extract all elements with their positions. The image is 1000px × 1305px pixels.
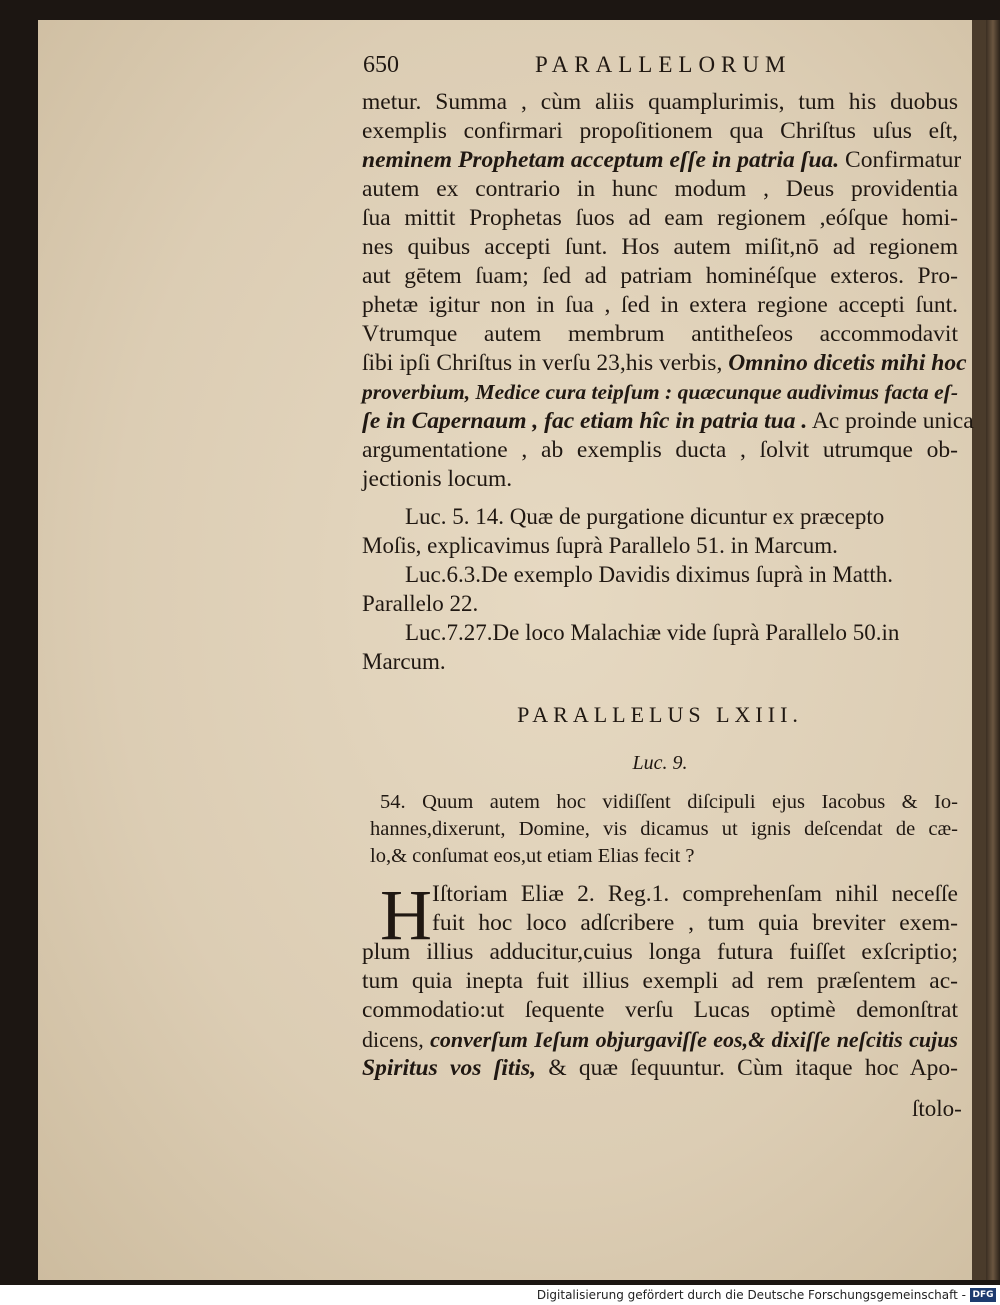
- drop-cap: H: [380, 875, 432, 955]
- commentary-line: plum illius adducitur,cuius longa futura fuiſſet exſcriptio;: [362, 939, 958, 965]
- body-line: nes quibus accepti ſunt. Hos autem miſit,nō ad regionem: [362, 234, 958, 260]
- commentary-line: fuit hoc loco adſcribere , tum quia breviter exem-: [432, 910, 958, 936]
- body-line: argumentatione , ab exemplis ducta , ſolvit utrumque ob-: [362, 437, 958, 463]
- section-reference: Luc. 9.: [632, 752, 688, 774]
- commentary-line: commodatio:ut ſequente verſu Lucas optimè demonſtrat: [362, 997, 958, 1023]
- body-text: ſibi ipſi Chriſtus in verſu 23,his verbis,: [362, 350, 723, 376]
- body-line: phetæ igitur non in ſua , ſed in extera regione accepti ſunt.: [362, 292, 958, 318]
- catchword: ſtolo-: [912, 1096, 962, 1121]
- book-spine: [986, 20, 1000, 1280]
- body-line: ſua mittit Prophetas ſuos ad eam regionem ,eóſque homi-: [362, 205, 958, 231]
- commentary-line: [362, 1025, 958, 1054]
- verse-line: 54. Quum autem hoc vidiſſent diſcipuli ejus Iacobus & Io-: [380, 791, 958, 813]
- commentary-italic: converſum Ieſum objurgaviſſe eos,& dixiſſe neſcitis cujus: [430, 1027, 958, 1052]
- body-line: [362, 146, 962, 175]
- reference-line: Parallelo 22.: [362, 591, 479, 616]
- commentary-line: Iſtoriam Eliæ 2. Reg.1. comprehenſam nihil neceſſe: [432, 881, 958, 907]
- commentary-line: [362, 1054, 958, 1083]
- commentary-text: & quæ ſequuntur. Cùm itaque hoc Apo-: [548, 1055, 959, 1081]
- digitization-footer: [0, 1285, 1000, 1305]
- reference-line: Marcum.: [362, 649, 446, 674]
- page-number: 650: [363, 52, 399, 78]
- body-text: Ac proinde unica: [811, 408, 974, 434]
- footer-credit: Digitalisierung gefördert durch die Deutsche Forschungsgemeinschaft -: [536, 1288, 966, 1302]
- body-line: Vtrumque autem membrum antitheſeos accommodavit: [362, 321, 958, 347]
- body-line: jectionis locum.: [362, 466, 513, 492]
- body-line: [362, 349, 967, 378]
- body-text: Confirmatur: [845, 147, 962, 173]
- reference-line: Luc.6.3.De exemplo Davidis diximus ſuprà in Matth.: [405, 562, 894, 587]
- commentary-text: dicens,: [362, 1027, 424, 1052]
- body-line: exemplis confirmari propoſitionem qua Chriſtus uſus eſt,: [362, 118, 958, 144]
- reference-line: Luc. 5. 14. Quæ de purgatione dicuntur ex præcepto: [405, 504, 885, 529]
- reference-line: Luc.7.27.De loco Malachiæ vide ſuprà Parallelo 50.in: [405, 620, 900, 645]
- body-line: aut gētem ſuam; ſed ad patriam hominéſque exteros. Pro-: [362, 263, 958, 289]
- page-header: [363, 48, 803, 84]
- body-line: [362, 407, 974, 436]
- body-line: metur. Summa , cùm aliis quamplurimis, tum his duobus: [362, 89, 958, 115]
- body-line: autem ex contrario in hunc modum , Deus providentia: [362, 176, 958, 202]
- verse-line: hannes,dixerunt, Domine, vis dicamus ut ignis deſcendat de cæ-: [370, 818, 958, 840]
- reference-line: Moſis, explicavimus ſuprà Parallelo 51. in Marcum.: [362, 533, 838, 558]
- commentary-italic: Spiritus vos ſitis,: [362, 1055, 537, 1081]
- section-title: PARALLELUS LXIII.: [517, 702, 803, 727]
- verse-line: lo,& conſumat eos,ut etiam Elias fecit ?: [370, 845, 695, 867]
- dfg-logo: DFG: [970, 1288, 996, 1302]
- body-line-italic: proverbium, Medice cura teipſum : quæcunque audivimus facta eſ-: [362, 380, 958, 404]
- body-italic: Omnino dicetis mihi hoc: [728, 350, 967, 376]
- body-italic: ſe in Capernaum , fac etiam hîc in patria tua .: [362, 408, 808, 434]
- running-head: PARALLELORUM: [535, 52, 792, 77]
- body-italic: neminem Prophetam acceptum eſſe in patria ſua.: [362, 147, 840, 173]
- commentary-line: tum quia inepta fuit illius exempli ad rem præſentem ac-: [362, 968, 958, 994]
